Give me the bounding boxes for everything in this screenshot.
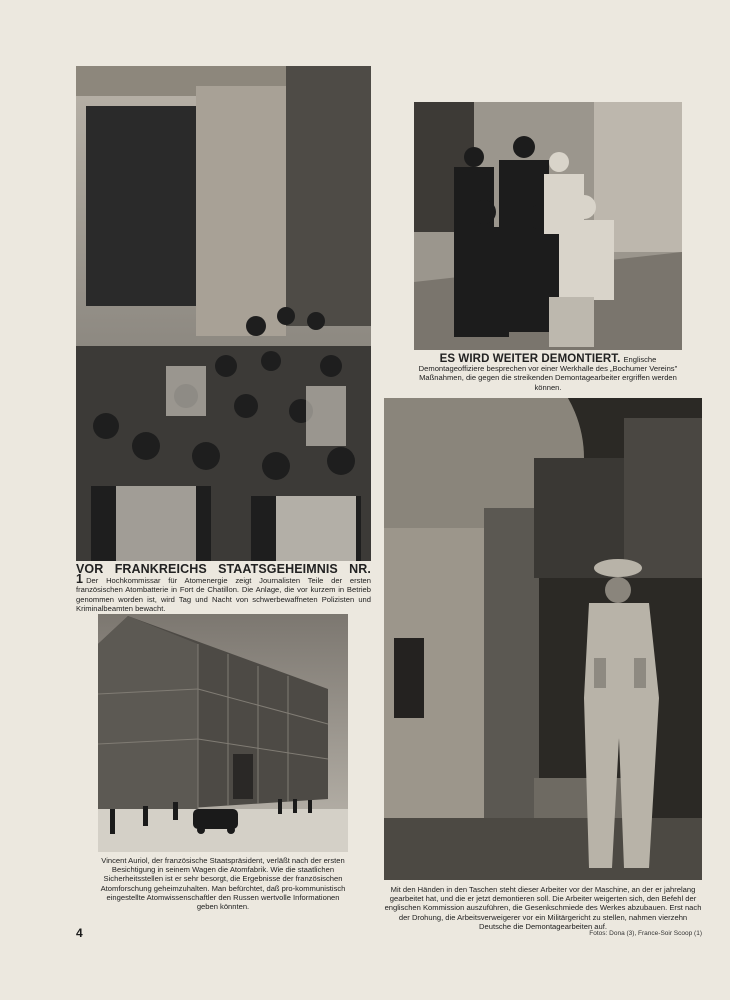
- photo-journalists-atom-battery: [76, 66, 371, 561]
- photo-dismantling-officers: [414, 102, 682, 350]
- caption-auriol: [98, 856, 348, 911]
- caption-atom: [76, 562, 371, 613]
- body-demont: Englische Demontageoffiziere besprechen vor einer Werkhalle des „Bochumer Vereins" Maßnahmen, die gegen die streikenden Demontagearbeiter ergriffen werden können.: [418, 355, 678, 392]
- page-number: 4: [76, 926, 83, 940]
- headline-atom: VOR FRANKREICHS STAATSGEHEIMNIS NR. 1: [76, 562, 371, 587]
- photo-atom-factory-building: [98, 614, 348, 852]
- caption-demont: [414, 355, 682, 392]
- photo-worker-machine: [384, 398, 702, 880]
- body-auriol: Vincent Auriol, der französische Staatspräsident, verläßt nach der ersten Besichtigung in seinem Wagen die Atomfabrik. Wie die staatlichen Sicherheitsstellen ist er sehr besorgt, die Ergebnisse der französischen Atomforschung geheimzuhalten. Man befürchtet, daß pro-kommunistisch eingestellte Atomwissenschaftler den Russen wertvolle Informationen geben könnten.: [100, 856, 346, 912]
- headline-demont: ES WIRD WEITER DEMONTIERT.: [439, 353, 621, 365]
- caption-worker: [384, 885, 702, 931]
- body-atom: Der Hochkommissar für Atomenergie zeigt Journalisten Teile der ersten französischen Atombatterie in Fort de Chatillon. Die Anlage, die vor kurzem in Betrieb genommen worden ist, wird Tag und Nacht von schwerbewaffneten Polizisten und Kriminalbeamten bewacht.: [76, 576, 371, 613]
- photo-credit: Fotos: Dona (3), France-Soir Scoop (1): [589, 930, 702, 937]
- body-worker: Mit den Händen in den Taschen steht dieser Arbeiter vor der Maschine, an der er jahrelang gearbeitet hat, und die er jetzt demontieren soll. Die Arbeiter weigerten sich, den Befehl der englischen Kommission auszuführen, die Gesenkschmiede des Werkes abzubauen. Erst nach der Drohung, die Arbeitsverweigerer vor ein Militärgericht zu stellen, nahmen vierzehn Deutsche die Demontagearbeiten auf.: [384, 885, 702, 931]
